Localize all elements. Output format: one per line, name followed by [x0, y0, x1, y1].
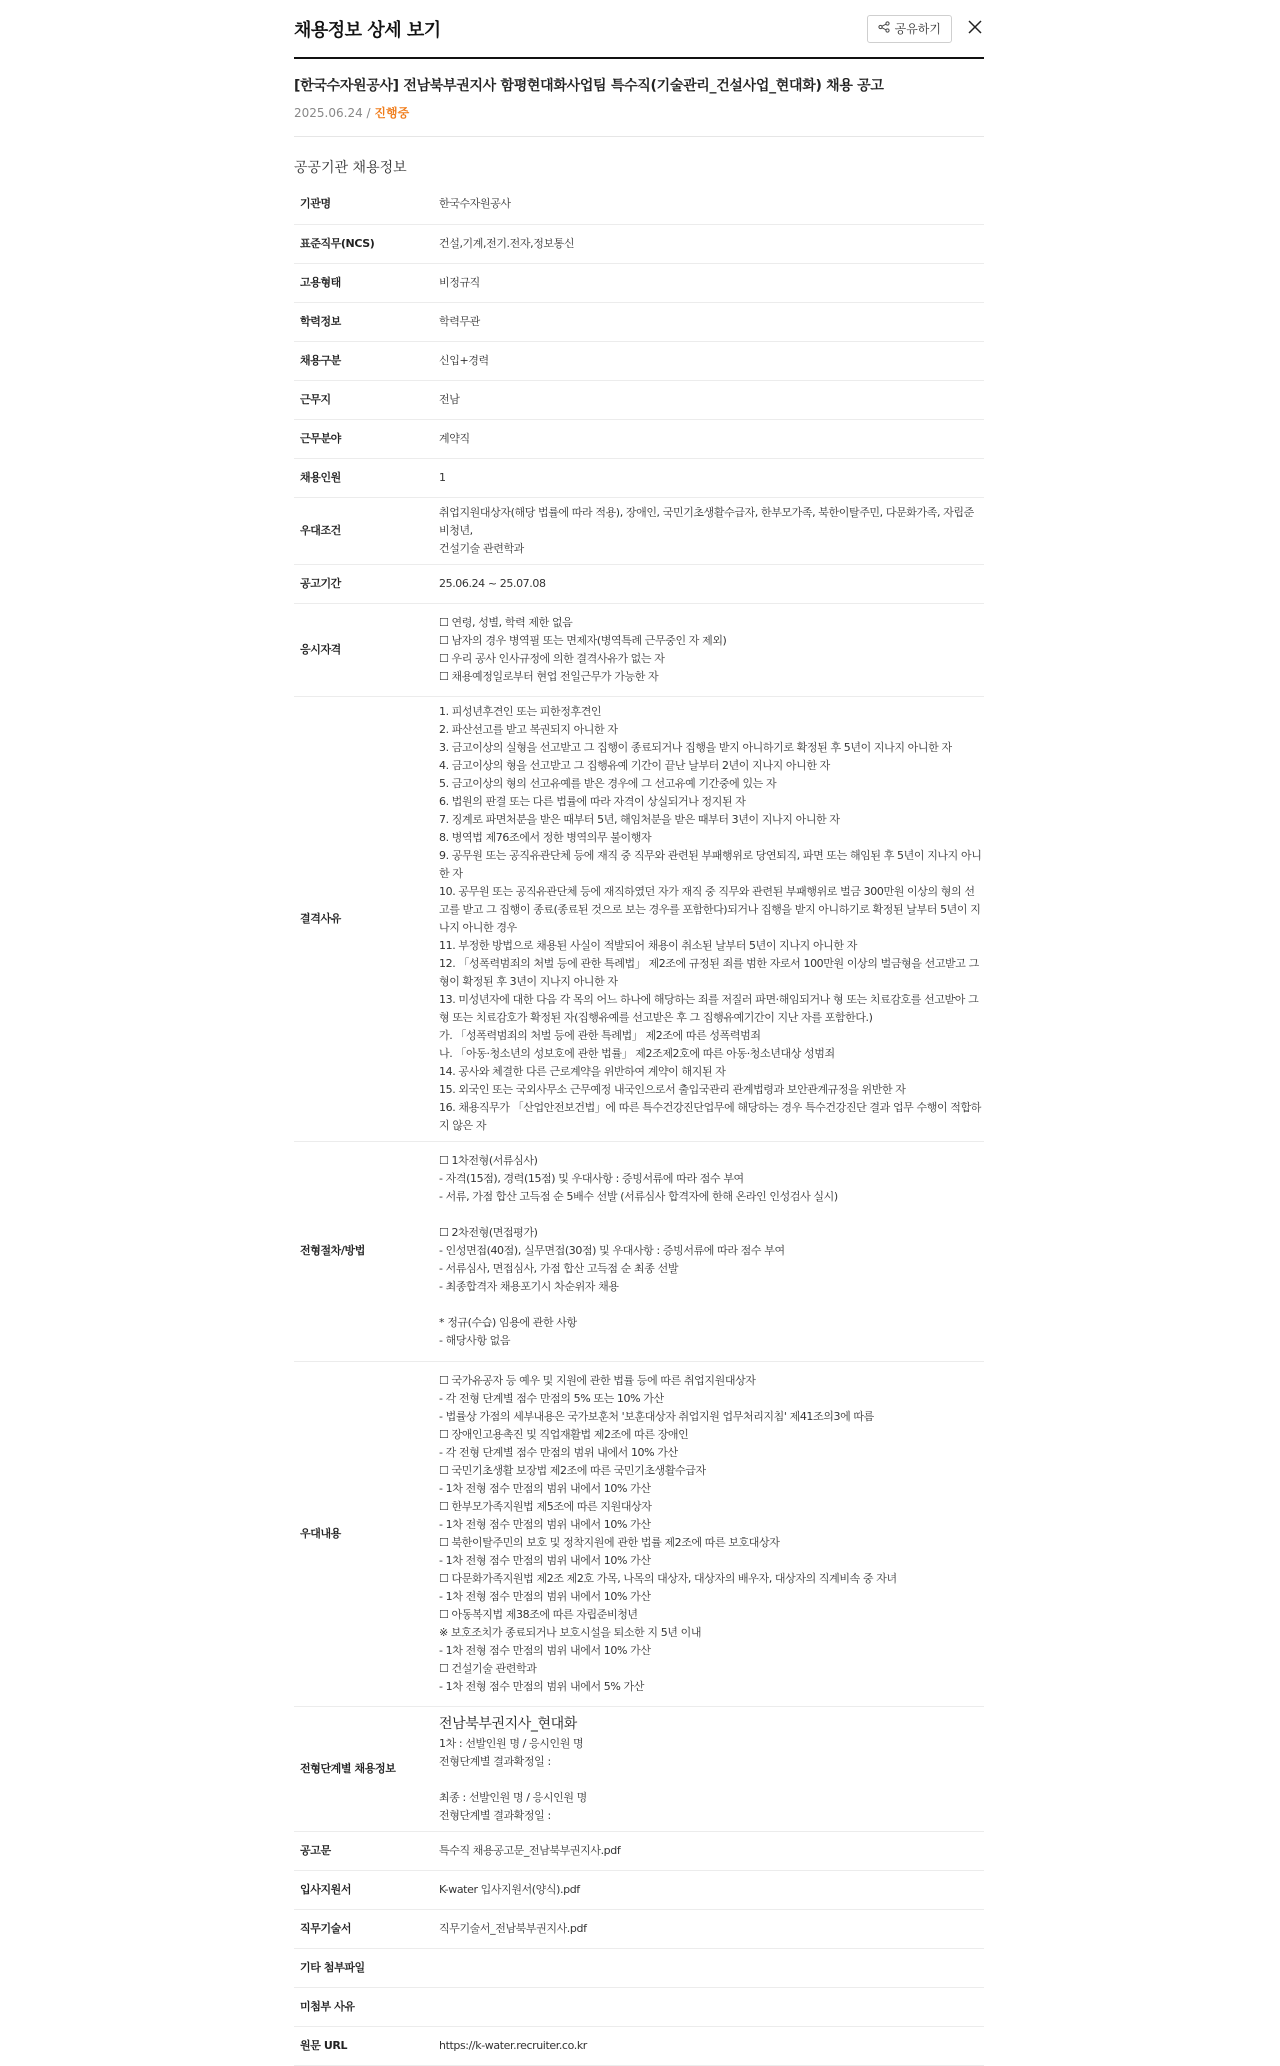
row-value	[439, 1141, 984, 1361]
row-value: 1	[439, 458, 984, 497]
text-line: * 정규(수습) 임용에 관한 사항	[439, 1316, 577, 1329]
row-label: 직무기술서	[294, 1909, 439, 1948]
table-row	[294, 564, 984, 603]
table-row	[294, 302, 984, 341]
text-line: ☐ 연령, 성별, 학력 제한 없음	[439, 615, 573, 629]
page-title: 채용정보 상세 보기	[294, 19, 441, 41]
row-value	[439, 497, 984, 564]
text-line: - 최종합격자 채용포기시 차순위자 채용	[439, 1280, 619, 1293]
header-actions	[867, 15, 984, 43]
text-line: ※ 보호조치가 종료되거나 보호시설을 퇴소한 지 5년 이내	[439, 1625, 702, 1639]
spacer	[439, 1206, 984, 1224]
row-value	[439, 1361, 984, 1706]
table-row	[294, 1361, 984, 1706]
row-label: 우대내용	[294, 1361, 439, 1706]
text-line: ☐ 우리 공사 인사규정에 의한 결격사유가 없는 자	[439, 651, 665, 665]
text-line: - 1차 전형 점수 만점의 범위 내에서 10% 가산	[439, 1553, 651, 1567]
row-value	[439, 696, 984, 1141]
text-line: ☐ 장애인고용촉진 및 직업재활법 제2조에 따른 장애인	[439, 1427, 689, 1441]
text-line: 가. 「성폭력범죄의 처벌 등에 관한 특례법」 제2조에 따른 성폭력범죄	[439, 1028, 761, 1042]
row-label: 기관명	[294, 185, 439, 224]
text-line: - 1차 전형 점수 만점의 범위 내에서 10% 가산	[439, 1643, 651, 1657]
row-value	[439, 603, 984, 696]
text-line: ☐ 2차전형(면접평가)	[439, 1226, 538, 1239]
row-value: 신입+경력	[439, 341, 984, 380]
text-line: ☐ 국가유공자 등 예우 및 지원에 관한 법률 등에 따른 취업지원대상자	[439, 1373, 756, 1387]
table-row	[294, 603, 984, 696]
text-line: - 1차 전형 점수 만점의 범위 내에서 10% 가산	[439, 1481, 651, 1495]
row-label: 기타 첨부파일	[294, 1948, 439, 1987]
table-row	[294, 1948, 984, 1987]
table-row	[294, 1987, 984, 2026]
row-value: 전남	[439, 380, 984, 419]
table-row	[294, 1870, 984, 1909]
table-row	[294, 1831, 984, 1870]
table-row	[294, 380, 984, 419]
status-badge: 진행중	[374, 106, 410, 120]
text-line: ☐ 북한이탈주민의 보호 및 정착지원에 관한 법률 제2조에 따른 보호대상자	[439, 1535, 780, 1549]
text-line: - 해당사항 없음	[439, 1334, 511, 1347]
text-line: 전형단계별 결과확정일 :	[439, 1754, 551, 1768]
table-row	[294, 1141, 984, 1361]
table-row	[294, 1706, 984, 1831]
meta-separator: /	[362, 106, 375, 120]
post-meta	[294, 104, 984, 124]
text-line: - 서류심사, 면접심사, 가점 합산 고득점 순 최종 선발	[439, 1262, 679, 1275]
divider	[294, 136, 984, 137]
row-value: 비정규직	[439, 263, 984, 302]
table-row	[294, 1909, 984, 1948]
row-value: 한국수자원공사	[439, 185, 984, 224]
text-line: 최종 : 선발인원 명 / 응시인원 명	[439, 1790, 587, 1804]
post-date: 2025.06.24	[294, 106, 363, 120]
text-line: - 1차 전형 점수 만점의 범위 내에서 5% 가산	[439, 1679, 644, 1693]
text-line: 15. 외국인 또는 국외사무소 근무예정 내국인으로서 출입국관리 관계법령과 보안관계규정을 위반한 자	[439, 1082, 906, 1096]
row-label: 결격사유	[294, 696, 439, 1141]
table-row	[294, 185, 984, 224]
text-line: ☐ 남자의 경우 병역필 또는 면제자(병역특례 근무중인 자 제외)	[439, 633, 727, 647]
row-label: 우대조건	[294, 497, 439, 564]
row-label: 입사지원서	[294, 1870, 439, 1909]
row-value	[439, 1948, 984, 1987]
text-line: 1차 : 선발인원 명 / 응시인원 명	[439, 1736, 584, 1750]
text-line: ☐ 국민기초생활 보장법 제2조에 따른 국민기초생활수급자	[439, 1463, 706, 1477]
text-line: 8. 병역법 제76조에서 정한 병역의무 불이행자	[439, 830, 652, 844]
text-line: 9. 공무원 또는 공직유관단체 등에 재직 중 직무와 관련된 부패행위로 당연퇴직, 파면 또는 해임된 후 5년이 지나지 아니한 자	[439, 848, 982, 880]
text-line: 4. 금고이상의 형을 선고받고 그 집행유예 기간이 끝난 날부터 2년이 지나지 아니한 자	[439, 758, 830, 772]
text-line: - 법률상 가점의 세부내용은 국가보훈처 '보훈대상자 취업지원 업무처리지침' 제41조의3에 따름	[439, 1409, 874, 1423]
text-line: 5. 금고이상의 형의 선고유예를 받은 경우에 그 선고유예 기간중에 있는 자	[439, 776, 777, 790]
row-value: 25.06.24 ~ 25.07.08	[439, 564, 984, 603]
panel-header	[294, 0, 984, 59]
text-line: 10. 공무원 또는 공직유관단체 등에 재직하였던 자가 재직 중 직무와 관련된 부패행위로 벌금 300만원 이상의 형의 선고를 받고 그 집행이 종료(종료된 것으로 보는 경우를 포함한다)되거나 집행을 받지 아니하기로 확정된 날부터 5년이 지나지 아니한 경우	[439, 884, 981, 934]
table-row	[294, 458, 984, 497]
table-row	[294, 341, 984, 380]
info-table	[294, 185, 984, 2066]
text-line: 건설기술 관련학과	[439, 541, 524, 555]
text-line: 3. 금고이상의 실형을 선고받고 그 집행이 종료되거나 집행을 받지 아니하기로 확정된 후 5년이 지나지 아니한 자	[439, 740, 952, 754]
text-line: 전형단계별 결과확정일 :	[439, 1808, 551, 1822]
text-line: ☐ 한부모가족지원법 제5조에 따른 지원대상자	[439, 1499, 652, 1513]
row-label: 학력정보	[294, 302, 439, 341]
text-line: 7. 징계로 파면처분을 받은 때부터 5년, 해임처분을 받은 때부터 3년이 지나지 아니한 자	[439, 812, 840, 826]
table-row	[294, 497, 984, 564]
row-label: 전형단계별 채용정보	[294, 1706, 439, 1831]
job-detail-panel	[294, 0, 984, 2066]
original-url-link[interactable]: https://k-water.recruiter.co.kr	[439, 2026, 984, 2065]
row-label: 채용인원	[294, 458, 439, 497]
row-label: 공고문	[294, 1831, 439, 1870]
text-line: - 서류, 가점 합산 고득점 순 5배수 선발 (서류심사 합격자에 한해 온라인 인성검사 실시)	[439, 1190, 838, 1203]
text-line: 취업지원대상자(해당 법률에 따라 적용), 장애인, 국민기초생활수급자, 한부모가족, 북한이탈주민, 다문화가족, 자립준비청년,	[439, 505, 974, 537]
text-line: - 인성면접(40점), 실무면접(30점) 및 우대사항 : 증빙서류에 따라 점수 부여	[439, 1244, 785, 1257]
text-line: 16. 채용직무가 「산업안전보건법」에 따른 특수건강진단업무에 해당하는 경우 특수건강진단 결과 업무 수행이 적합하지 않은 자	[439, 1100, 981, 1132]
close-button[interactable]	[966, 20, 984, 38]
spacer	[439, 1296, 984, 1314]
text-line: 14. 공사와 체결한 다른 근로계약을 위반하여 계약이 해지된 자	[439, 1064, 726, 1078]
row-value: 계약직	[439, 419, 984, 458]
text-line: 11. 부정한 방법으로 채용된 사실이 적발되어 채용이 취소된 날부터 5년이 지나지 아니한 자	[439, 938, 857, 952]
post-title: [한국수자원공사] 전남북부권지사 함평현대화사업팀 특수직(기술관리_건설사업_현대화) 채용 공고	[294, 78, 884, 94]
text-line: 1. 피성년후견인 또는 피한정후견인	[439, 704, 602, 718]
row-label: 전형절차/방법	[294, 1141, 439, 1361]
text-line: ☐ 1차전형(서류심사)	[439, 1154, 538, 1167]
text-line: - 각 전형 단계별 점수 만점의 범위 내에서 10% 가산	[439, 1445, 678, 1459]
row-value: 학력무관	[439, 302, 984, 341]
row-label: 응시자격	[294, 603, 439, 696]
text-line: - 1차 전형 점수 만점의 범위 내에서 10% 가산	[439, 1517, 651, 1531]
text-line: 6. 법원의 판결 또는 다른 법률에 따라 자격이 상실되거나 정지된 자	[439, 794, 746, 808]
text-line: ☐ 채용예정일로부터 현업 전일근무가 가능한 자	[439, 669, 659, 683]
row-label: 원문 URL	[294, 2026, 439, 2065]
share-button[interactable]	[867, 15, 952, 43]
table-row	[294, 263, 984, 302]
row-label: 공고기간	[294, 564, 439, 603]
stage-heading: 전남북부권지사_현대화	[439, 1715, 577, 1732]
text-line: 2. 파산선고를 받고 복권되지 아니한 자	[439, 722, 618, 736]
application-file-link[interactable]: K-water 입사지원서(양식).pdf	[439, 1870, 984, 1909]
text-line: ☐ 건설기술 관련학과	[439, 1661, 537, 1675]
share-icon	[878, 21, 890, 36]
row-value	[439, 1987, 984, 2026]
row-value: 건설,기계,전기.전자,정보통신	[439, 224, 984, 263]
text-line: ☐ 다문화가족지원법 제2조 제2호 가목, 나목의 대상자, 대상자의 배우자, 대상자의 직계비속 중 자녀	[439, 1571, 897, 1585]
table-row	[294, 224, 984, 263]
notice-file-link[interactable]: 특수직 채용공고문_전남북부권지사.pdf	[439, 1831, 984, 1870]
close-icon	[967, 19, 983, 39]
row-label: 근무분야	[294, 419, 439, 458]
row-label: 미첨부 사유	[294, 1987, 439, 2026]
text-line: - 자격(15점), 경력(15점) 및 우대사항 : 증빙서류에 따라 점수 부여	[439, 1172, 744, 1185]
row-label: 근무지	[294, 380, 439, 419]
text-line: ☐ 아동복지법 제38조에 따른 자립준비청년	[439, 1607, 638, 1621]
row-value	[439, 1706, 984, 1831]
text-line: 나. 「아동·청소년의 성보호에 관한 법률」 제2조제2호에 따른 아동·청소년대상 성범죄	[439, 1046, 835, 1060]
share-label: 공유하기	[894, 22, 941, 36]
section-title: 공공기관 채용정보	[294, 160, 407, 176]
table-row	[294, 419, 984, 458]
row-label: 고용형태	[294, 263, 439, 302]
text-line: - 1차 전형 점수 만점의 범위 내에서 10% 가산	[439, 1589, 651, 1603]
table-row	[294, 2026, 984, 2065]
job-desc-file-link[interactable]: 직무기술서_전남북부권지사.pdf	[439, 1909, 984, 1948]
text-line: - 각 전형 단계별 점수 만점의 5% 또는 10% 가산	[439, 1391, 664, 1405]
spacer	[439, 1771, 984, 1789]
text-line: 12. 「성폭력범죄의 처벌 등에 관한 특례법」 제2조에 규정된 죄를 범한 자로서 100만원 이상의 벌금형을 선고받고 그 형이 확정된 후 3년이 지나지 아니한 자	[439, 956, 979, 988]
row-label: 채용구분	[294, 341, 439, 380]
row-label: 표준직무(NCS)	[294, 224, 439, 263]
table-row	[294, 696, 984, 1141]
text-line: 13. 미성년자에 대한 다음 각 목의 어느 하나에 해당하는 죄를 저질러 파면·해임되거나 형 또는 치료감호를 선고받아 그 형 또는 치료감호가 확정된 자(집행유예를 선고받은 후 그 집행유예기간이 지난 자를 포함한다.)	[439, 992, 979, 1024]
